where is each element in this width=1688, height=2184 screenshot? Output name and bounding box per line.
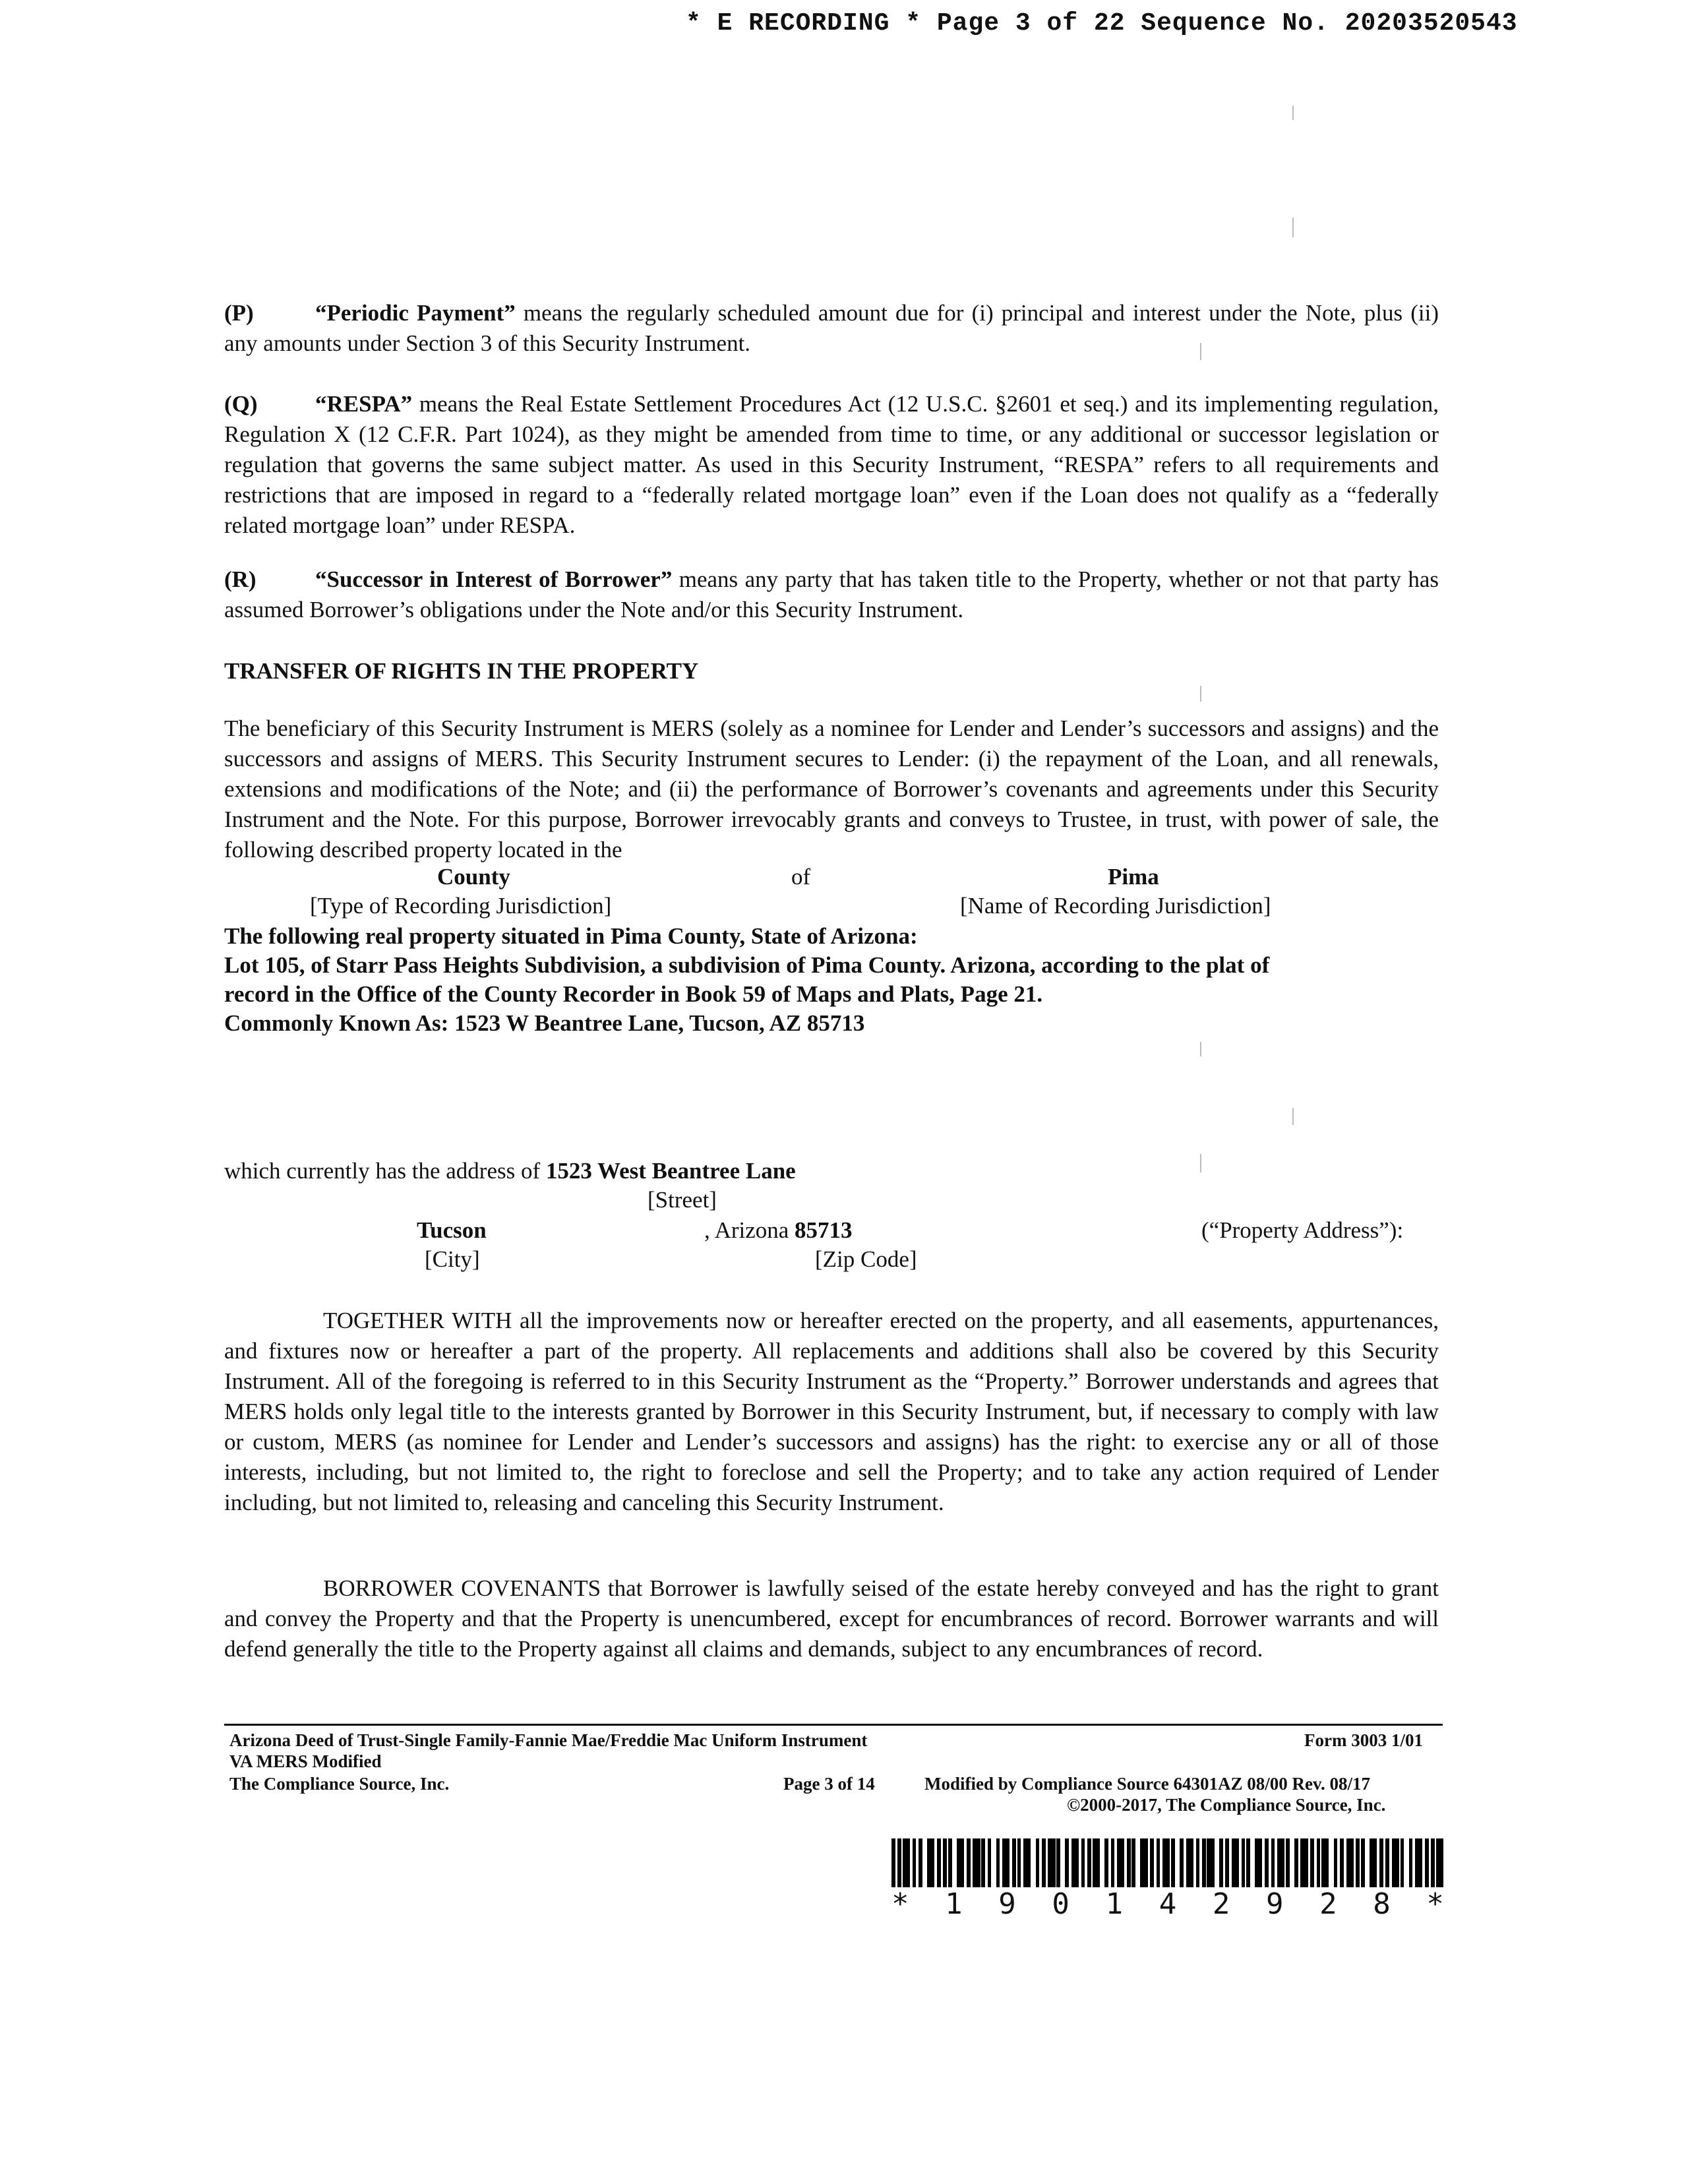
address-state: , Arizona	[704, 1217, 795, 1243]
barcode-bar	[1346, 1838, 1354, 1887]
barcode-bar	[1175, 1838, 1180, 1887]
barcode-bar	[952, 1838, 957, 1887]
barcode-bar	[1048, 1838, 1055, 1887]
barcode-bar	[1140, 1838, 1147, 1887]
address-state-zip	[704, 1217, 853, 1244]
definition-successor	[224, 564, 1439, 625]
barcode-digit: 1	[945, 1887, 963, 1921]
property-address-label: (“Property Address”):	[1201, 1217, 1404, 1243]
barcode-bar	[903, 1838, 910, 1887]
scan-speck	[1292, 106, 1294, 120]
barcode-bar	[1255, 1838, 1262, 1887]
barcode-bar	[1135, 1838, 1140, 1887]
definition-periodic-payment	[224, 298, 1439, 359]
barcode-bar	[1436, 1838, 1443, 1887]
barcode-bar	[1117, 1838, 1124, 1887]
footer-modified-by: Modified by Compliance Source 64301AZ 08/00 Rev. 08/17	[924, 1774, 1371, 1794]
definition-text: means any party that has taken title to the Property, whether or not that party has assumed Borrower’s obligations under the Note and/or this Security Instrument.	[224, 566, 1439, 622]
barcode-bar	[1300, 1838, 1308, 1887]
barcode-bar	[1031, 1838, 1035, 1887]
barcode-bar	[922, 1838, 927, 1887]
barcode-bar	[1002, 1838, 1010, 1887]
footer-page: Page 3 of 14	[783, 1774, 875, 1794]
barcode-bar	[1404, 1838, 1408, 1887]
city-caption: [City]	[425, 1246, 480, 1272]
zip-caption: [Zip Code]	[815, 1246, 917, 1272]
transfer-paragraph: The beneficiary of this Security Instrument is MERS (solely as a nominee for Lender and Lender’s successors and assigns) and the successors and assigns of MERS. This Security Instrument secures to Lender: (i) the repayment of the Loan, and all renewals, extensions and modifications of the Note; and (ii) the performance of Borrower’s covenants and agreements under this Security Instrument and the Note. For this purpose, Borrower irrevocably grants and conveys to Trustee, in trust, with power of sale, the following described property located in the	[224, 715, 1439, 863]
barcode-digits	[891, 1887, 1444, 1921]
address-street: 1523 West Beantree Lane	[545, 1158, 796, 1184]
jurisdiction-type-caption: [Type of Recording Jurisdiction]	[310, 893, 612, 919]
barcode-bar	[1370, 1838, 1377, 1887]
address-city: Tucson	[417, 1217, 487, 1243]
barcode-digit: 2	[1319, 1887, 1337, 1921]
barcode-bar	[1186, 1838, 1193, 1887]
barcode-digit: *	[1426, 1887, 1444, 1921]
section-heading: TRANSFER OF RIGHTS IN THE PROPERTY	[224, 658, 699, 684]
scan-speck	[1200, 1154, 1201, 1172]
barcode-bar	[1290, 1838, 1294, 1887]
barcode-digit: 0	[1052, 1887, 1070, 1921]
barcode-digit: *	[891, 1887, 909, 1921]
barcode-bar	[1093, 1838, 1100, 1887]
footer-company: The Compliance Source, Inc.	[229, 1774, 450, 1794]
recording-header: * E RECORDING * Page 3 of 22 Sequence No. 20203520543	[686, 9, 1518, 38]
jurisdiction-type: County	[437, 864, 510, 890]
barcode-bar	[1207, 1838, 1214, 1887]
footer-form-title: Arizona Deed of Trust-Single Family-Fannie Mae/Freddie Mac Uniform Instrument	[229, 1730, 868, 1750]
definition-respa	[224, 389, 1439, 541]
barcode-digit: 9	[998, 1887, 1016, 1921]
definition-label: (R)	[224, 566, 256, 592]
barcode-bar	[1277, 1838, 1284, 1887]
definition-term: “Periodic Payment”	[315, 300, 516, 326]
barcode-bar	[991, 1838, 996, 1887]
barcode-bar	[1232, 1838, 1239, 1887]
footer-copyright: ©2000-2017, The Compliance Source, Inc.	[1067, 1795, 1386, 1815]
barcode-bar	[1250, 1838, 1255, 1887]
barcode-bar	[1162, 1838, 1170, 1887]
scan-speck	[1292, 1108, 1294, 1125]
barcode	[891, 1838, 1444, 1887]
street-caption: [Street]	[648, 1187, 717, 1213]
definition-text: means the regularly scheduled amount due for (i) principal and interest under the Note, plus (ii) any amounts under Section 3 of this Security Instrument.	[224, 300, 1439, 356]
jurisdiction-name: Pima	[1108, 864, 1159, 890]
legal-description-line: The following real property situated in Pima County, State of Arizona:	[224, 923, 918, 949]
footer-form-number: Form 3003 1/01	[1304, 1730, 1423, 1750]
barcode-bar	[1321, 1838, 1329, 1887]
barcode-bar	[973, 1838, 980, 1887]
jurisdiction-name-caption: [Name of Recording Jurisdiction]	[960, 893, 1271, 919]
definition-term: “Successor in Interest of Borrower”	[315, 566, 673, 592]
barcode-bar	[1215, 1838, 1219, 1887]
address-intro: which currently has the address of	[224, 1158, 546, 1184]
scan-speck	[1292, 218, 1294, 237]
together-with-paragraph: TOGETHER WITH all the improvements now or hereafter erected on the property, and all easements, appurtenances, and fixtures now or hereafter a part of the property. All replacements and additions shall also be covered by this Security Instrument. All of the foregoing is referred to in this Security Instrument as the “Property.” Borrower understands and agrees that MERS holds only legal title to the interests granted by Borrower in this Security Instrument, but, if necessary to comply with law or custom, MERS (as nominee for Lender and Lender’s successors and assigns) has the right: to exercise any or all of those interests, including, but not limited to, the right to foreclose and sell the Property; and to take any action required of Lender including, but not limited to, releasing and canceling this Security Instrument.	[224, 1308, 1439, 1515]
barcode-bar	[1329, 1838, 1333, 1887]
scan-speck	[1200, 1042, 1201, 1056]
borrower-covenants-paragraph: BORROWER COVENANTS that Borrower is lawfully seised of the estate hereby conveyed and has the right to grant and convey the Property and that the Property is unencumbered, except for encumbrances of record. Borrower warrants and will defend generally the title to the Property against all claims and demands, subject to any encumbrances of record.	[224, 1575, 1439, 1662]
definition-text: means the Real Estate Settlement Procedures Act (12 U.S.C. §2601 et seq.) and its implementing regulation, Regulation X (12 C.F.R. Part 1024), as they might be amended from time to time, or any additional or successor legislation or regulation that governs the same subject matter. As used in this Security Instrument, “RESPA” refers to all requirements and restrictions that are imposed in regard to a “federally related mortgage loan” even if the Loan does not qualify as a “federally related mortgage loan” under RESPA.	[224, 391, 1439, 538]
definition-label: (P)	[224, 300, 254, 326]
scan-speck	[1200, 686, 1201, 702]
barcode-bar	[1071, 1838, 1079, 1887]
barcode-digit: 2	[1212, 1887, 1230, 1921]
barcode-bar	[957, 1838, 964, 1887]
barcode-digit: 8	[1373, 1887, 1391, 1921]
jurisdiction-of: of	[791, 864, 811, 890]
legal-description-line: record in the Office of the County Recorder in Book 59 of Maps and Plats, Page 21.	[224, 981, 1043, 1007]
legal-description-line: Lot 105, of Starr Pass Heights Subdivision, a subdivision of Pima County. Arizona, according to the plat of	[224, 952, 1270, 978]
barcode-bar	[1415, 1838, 1422, 1887]
barcode-bar	[927, 1838, 934, 1887]
barcode-digit: 4	[1159, 1887, 1177, 1921]
footer-modified: VA MERS Modified	[229, 1751, 382, 1771]
barcode-bar	[1100, 1838, 1104, 1887]
barcode-digit: 9	[1265, 1887, 1284, 1921]
barcode-digit: 1	[1105, 1887, 1124, 1921]
barcode-bar	[1023, 1838, 1031, 1887]
definition-label: (Q)	[224, 391, 258, 417]
scan-speck	[1200, 343, 1201, 360]
barcode-bar	[1365, 1838, 1370, 1887]
address-zip: 85713	[795, 1217, 853, 1243]
footer-divider	[224, 1724, 1443, 1726]
barcode-bar	[1060, 1838, 1065, 1887]
address-line	[224, 1158, 796, 1184]
legal-description-line: Commonly Known As: 1523 W Beantree Lane, Tucson, AZ 85713	[224, 1010, 865, 1036]
barcode-bar	[1392, 1838, 1399, 1887]
definition-term: “RESPA”	[315, 391, 413, 417]
